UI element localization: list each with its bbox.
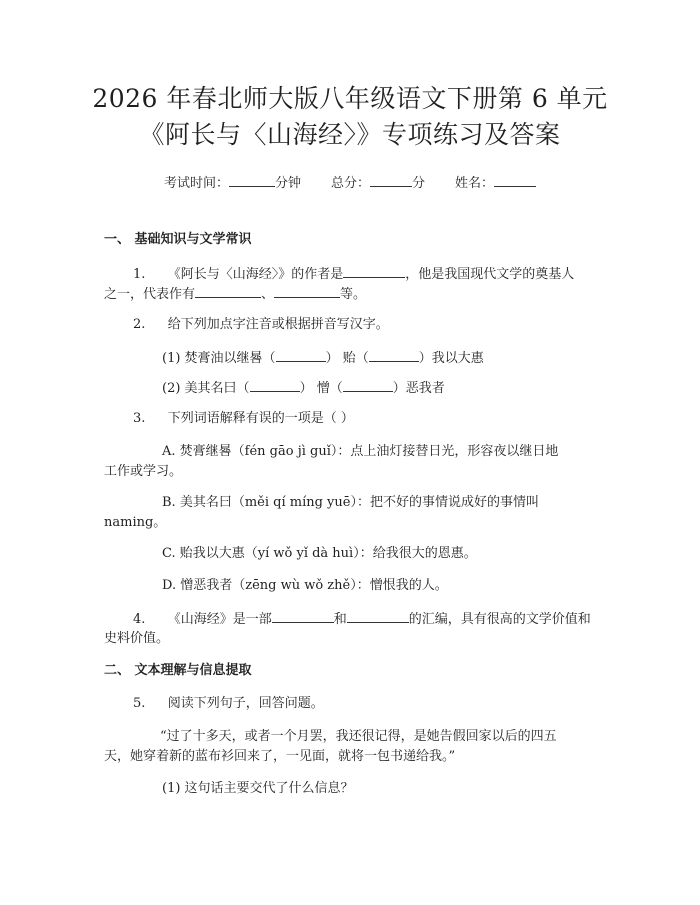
exam-time-blank [229,173,275,187]
section2-heading: 二、 文本理解与信息提取 [104,663,252,678]
exam-time-label: 考试时间： [163,176,229,191]
q1-blank-author [343,264,405,278]
q2-line [133,316,389,334]
q2-item2-c: ）恶我者 [392,381,445,396]
q1-text-d: 、 [261,287,275,302]
exam-name-blank [494,173,536,187]
q2-item1-c: ）我以大惠 [418,351,484,366]
q1-line2 [104,284,366,304]
exam-info [0,172,700,191]
q3-option-c: C. 贻我以大惠（yí wǒ yǐ dà huì）：给我很大的恩惠。 [162,546,477,561]
q3-option-d: D. 憎恶我者（zēng wù wǒ zhě）：憎恨我的人。 [162,578,448,593]
exam-score-unit: 分 [412,176,426,191]
exam-name-label: 姓名： [455,176,495,191]
q2-item1 [162,348,484,368]
q4-line1 [133,609,591,629]
q3-option-a-line1: A. 焚膏继晷（fén gāo jì guǐ）：点上油灯接替日光，形容夜以继日地 [162,444,559,459]
q3-option-b-line2: naming。 [104,515,167,530]
document-title-line1: 2026 年春北师大版八年级语文下册第 6 单元 [92,84,608,113]
q4-line2: 史料价值。 [104,631,170,646]
q2-number: 2. [133,317,146,332]
document-title-line2: 《阿长与〈山海经〉》专项练习及答案 [139,120,561,149]
q5-number: 5. [133,696,146,711]
q3-text: 下列词语解释有误的一项是（ ） [167,411,354,426]
q5-subquestion-1: (1) 这句话主要交代了什么信息？ [162,781,354,796]
q5-line [133,695,324,713]
q1-text-b: ，他是我国现代文学的奠基人 [405,267,575,282]
q1-line1 [133,264,574,284]
exam-time-unit: 分钟 [274,176,301,191]
q2-item1-blank2 [369,348,419,362]
q2-item2-blank1 [250,378,300,392]
q4-text-b: 和 [333,612,347,627]
q4-text-c: 的汇编，具有很高的文学价值和 [408,612,591,627]
q2-item2-b: ） 憎（ [299,381,343,396]
q4-blank2 [347,609,409,623]
section1-heading: 一、 基础知识与文学常识 [104,232,252,247]
q3-line [133,410,354,428]
q4-text-a: 《山海经》是一部 [167,612,272,627]
q5-quote-line1: “过了十多天，或者一个月罢，我还很记得，是她告假回家以后的四五 [160,729,557,744]
q1-text-a: 《阿长与〈山海经〉》的作者是 [167,267,344,282]
q3-number: 3. [133,411,146,426]
q1-text-c: 之一，代表作有 [104,287,196,302]
exam-score-blank [370,173,412,187]
q3-option-b-line1: B. 美其名曰（měi qí míng yuē）：把不好的事情说成好的事情叫 [162,495,539,510]
q1-blank-work2 [274,284,340,298]
q5-quote-line2: 天，她穿着新的蓝布衫回来了，一见面，就将一包书递给我。” [104,749,456,764]
q1-blank-work1 [195,284,261,298]
q2-item2-a: (2) 美其名曰（ [162,381,250,396]
q2-item2-blank2 [343,378,393,392]
q2-item1-a: (1) 焚膏油以继晷（ [162,351,276,366]
q1-text-e: 等。 [340,287,367,302]
q4-blank1 [272,609,334,623]
q4-number: 4. [133,612,146,627]
q3-option-a-line2: 工作或学习。 [104,464,183,479]
q2-item2 [162,378,445,398]
q2-text: 给下列加点字注音或根据拼音写汉字。 [167,317,389,332]
q1-number: 1. [133,267,146,282]
exam-score-label: 总分： [330,176,370,191]
q2-item1-b: ） 贻（ [325,351,369,366]
q5-text: 阅读下列句子，回答问题。 [167,696,324,711]
q2-item1-blank1 [276,348,326,362]
